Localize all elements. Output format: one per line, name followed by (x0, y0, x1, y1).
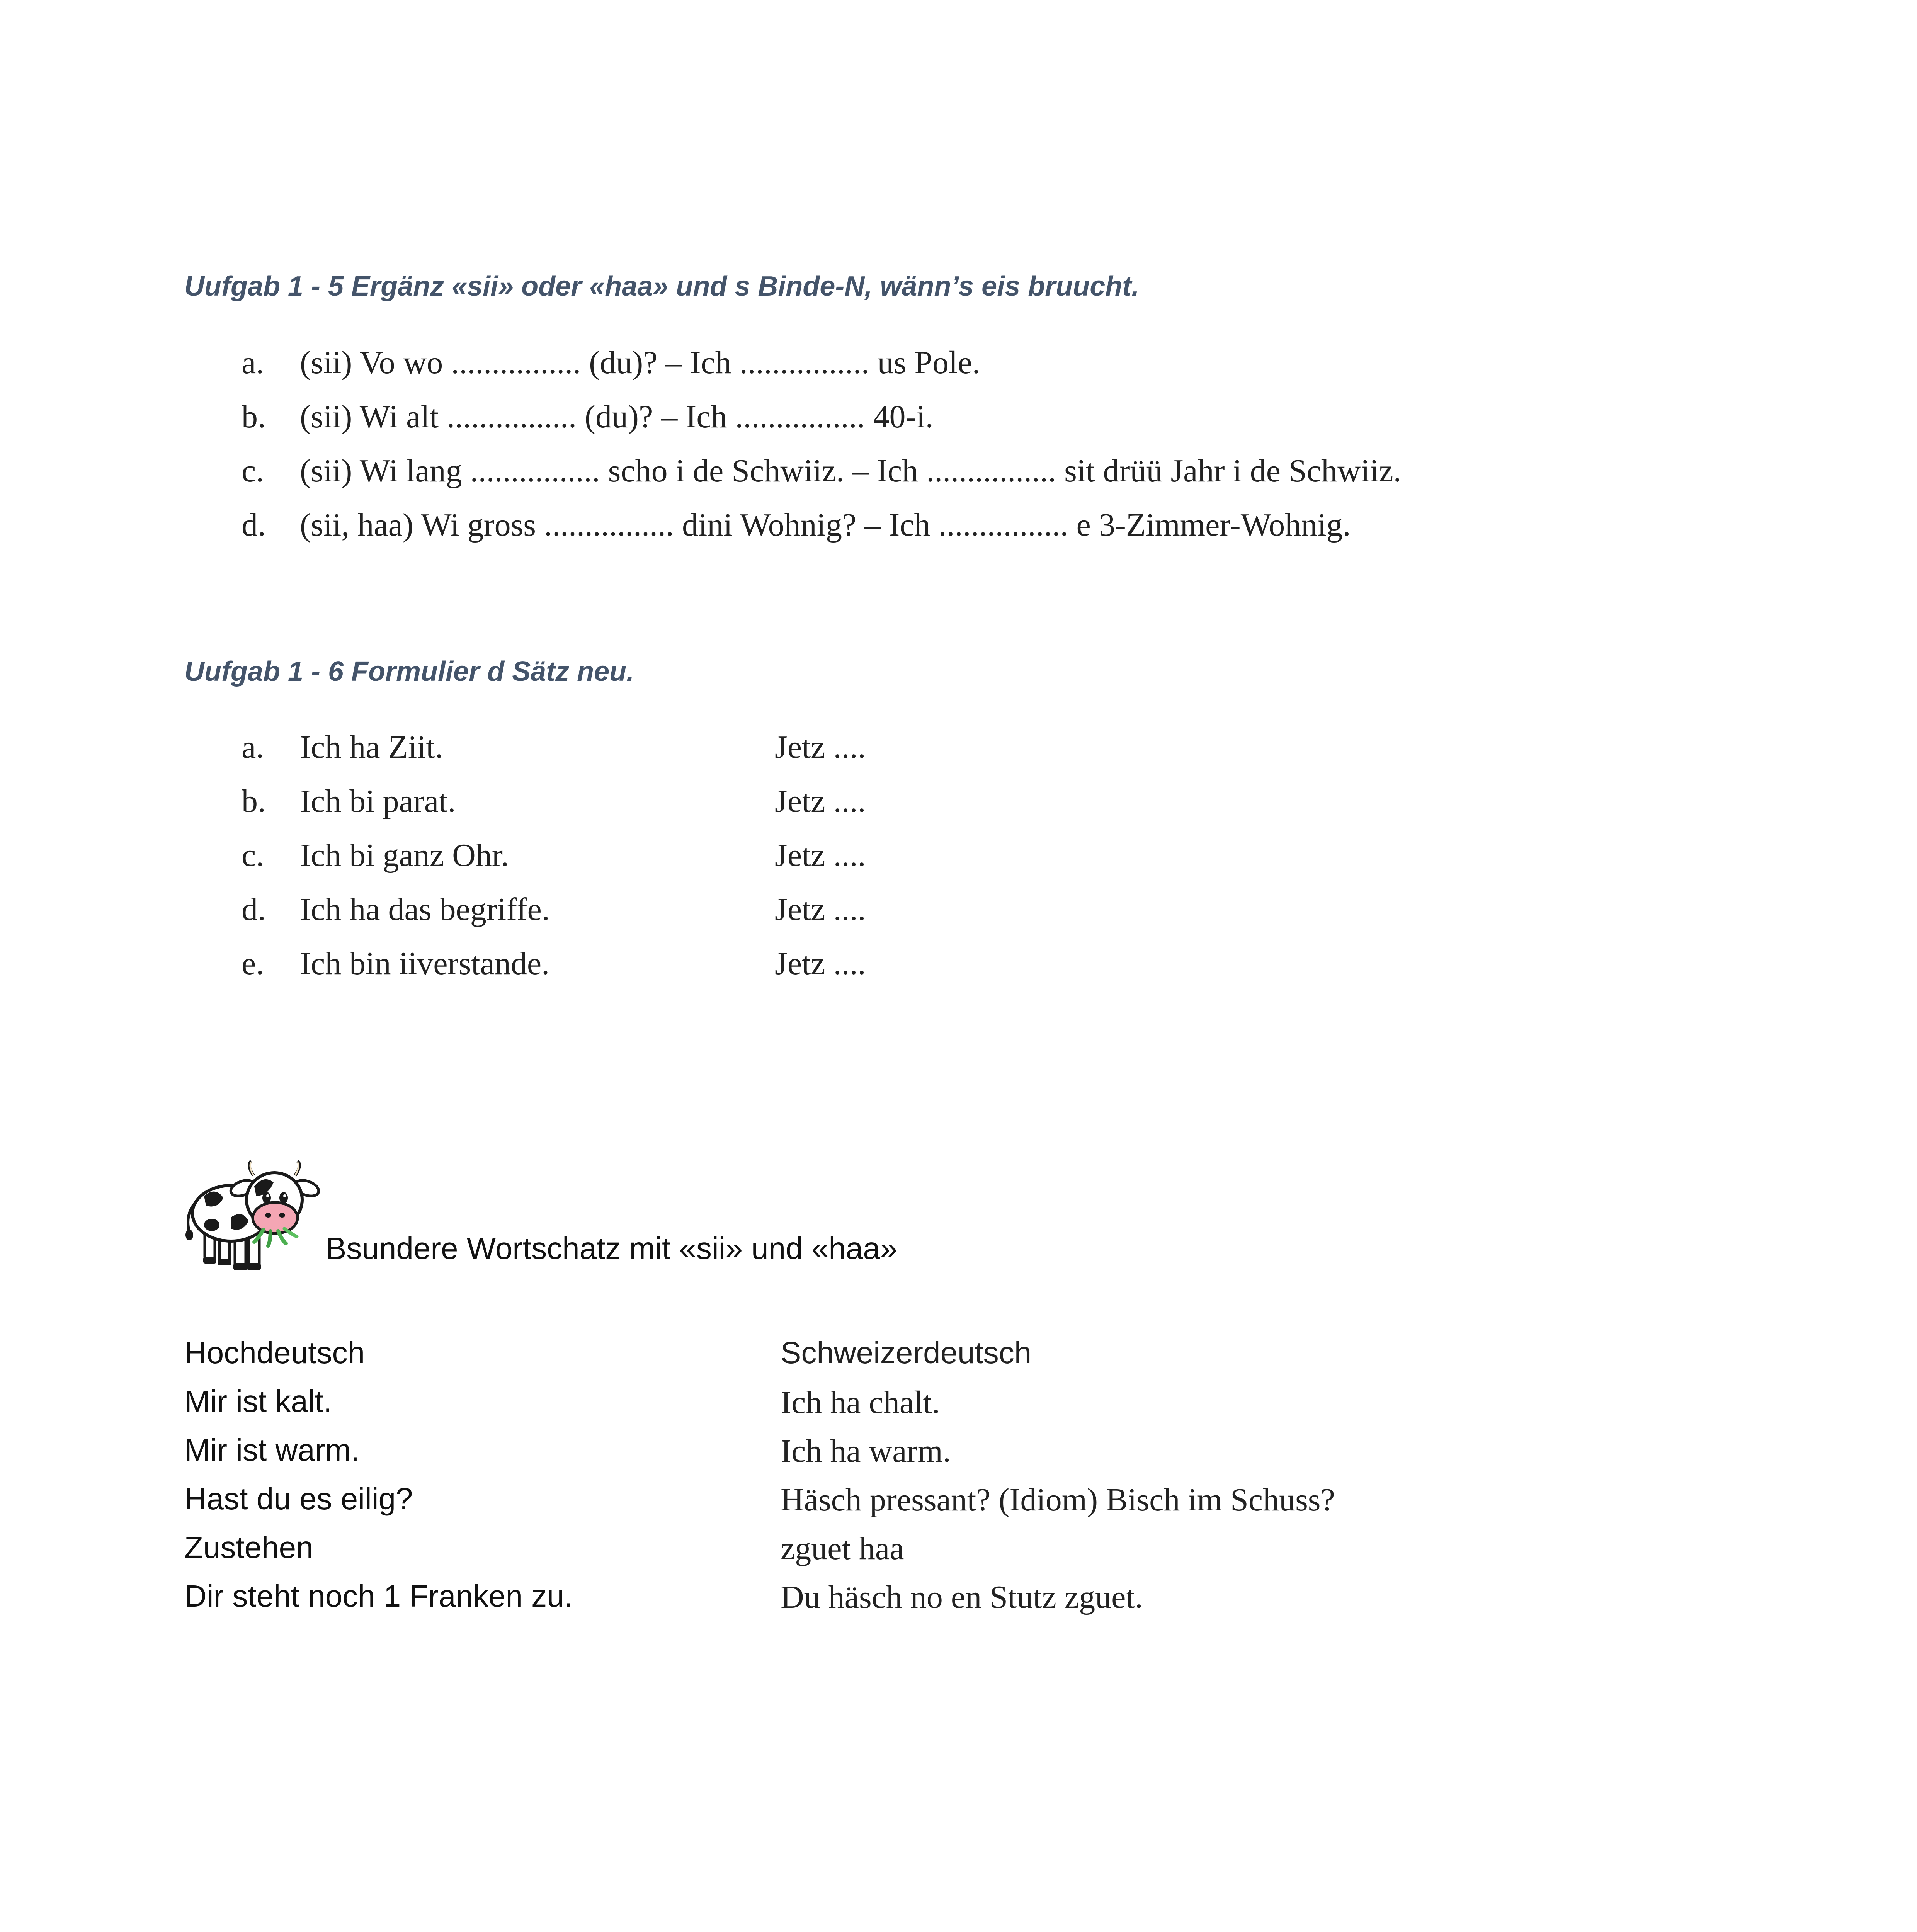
hochdeutsch-cell: Dir steht noch 1 Franken zu. (184, 1579, 573, 1613)
list-text: (sii) Wi lang ................ scho i de Schwiiz. – Ich ................ sit drüü Jahr i de Schwiiz. (300, 453, 1402, 489)
exercise-5-heading: Uufgab 1 - 5 Ergänz «sii» oder «haa» und s Binde-N, wänn’s eis bruucht. (184, 271, 1140, 302)
hochdeutsch-cell: Mir ist kalt. (184, 1384, 332, 1418)
schweizerdeutsch-cell: zguet haa (781, 1531, 904, 1566)
column-header-schweizerdeutsch: Schweizerdeutsch (781, 1335, 1032, 1370)
vocabulary-title: Bsundere Wortschatz mit «sii» und «haa» (326, 1231, 898, 1265)
answer-prompt: Jetz .... (775, 946, 866, 981)
cow-icon (181, 1159, 320, 1275)
hochdeutsch-cell: Zustehen (184, 1530, 313, 1565)
list-text: Ich bi parat. (300, 783, 456, 819)
list-marker: b. (242, 399, 266, 435)
schweizerdeutsch-cell: Ich ha chalt. (781, 1384, 940, 1420)
hochdeutsch-cell: Mir ist warm. (184, 1433, 360, 1467)
list-text: (sii) Wi alt ................ (du)? – Ich ................ 40-i. (300, 399, 934, 435)
list-text: Ich ha das begriffe. (300, 891, 550, 927)
list-marker: e. (242, 946, 264, 981)
list-marker: d. (242, 507, 266, 543)
list-marker: a. (242, 729, 264, 765)
list-marker: a. (242, 345, 264, 381)
list-marker: c. (242, 453, 264, 489)
list-marker: c. (242, 837, 264, 873)
exercise-6-heading: Uufgab 1 - 6 Formulier d Sätz neu. (184, 656, 634, 687)
list-text: Ich bi ganz Ohr. (300, 837, 509, 873)
answer-prompt: Jetz .... (775, 783, 866, 819)
list-text: Ich bin iiverstande. (300, 946, 550, 981)
schweizerdeutsch-cell: Du häsch no en Stutz zguet. (781, 1579, 1143, 1615)
list-text: Ich ha Ziit. (300, 729, 443, 765)
column-header-hochdeutsch: Hochdeutsch (184, 1335, 365, 1370)
schweizerdeutsch-cell: Ich ha warm. (781, 1433, 951, 1469)
answer-prompt: Jetz .... (775, 729, 866, 765)
hochdeutsch-cell: Hast du es eilig? (184, 1481, 413, 1516)
list-text: (sii) Vo wo ................ (du)? – Ich ................ us Pole. (300, 345, 980, 381)
answer-prompt: Jetz .... (775, 891, 866, 927)
answer-prompt: Jetz .... (775, 837, 866, 873)
list-marker: d. (242, 891, 266, 927)
schweizerdeutsch-cell: Häsch pressant? (Idiom) Bisch im Schuss? (781, 1482, 1335, 1518)
list-marker: b. (242, 783, 266, 819)
list-text: (sii, haa) Wi gross ................ dini Wohnig? – Ich ................ e 3-Zimmer-Wohnig. (300, 507, 1351, 543)
